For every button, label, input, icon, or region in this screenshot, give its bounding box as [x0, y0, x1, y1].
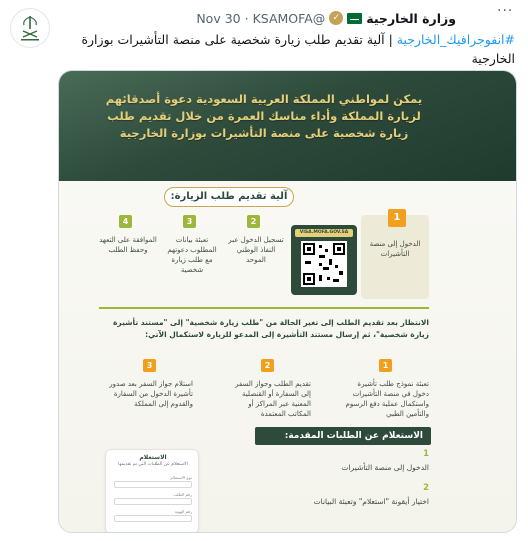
tweet-body-text: | آلية تقديم طلب زيارة شخصية على منصة التأشيرات بوزارة الخارجية [81, 32, 515, 66]
followup-step-2-badge: 2 [261, 359, 274, 372]
followup-steps [99, 357, 429, 427]
more-options-icon[interactable]: ··· [497, 3, 514, 19]
inquiry-step-2-text: اختيار أيقونة "استعلام" وتعبئة البيانات [313, 497, 429, 506]
mechanism-title: آلية تقديم طلب الزيارة: [164, 187, 294, 207]
step-3-text: تعبئة بيانات المطلوب دعوتهم مع طلب زيارة شخصية [167, 236, 217, 274]
author-name[interactable]: وزارة الخارجية [366, 10, 456, 26]
step-4-badge: 4 [119, 215, 132, 228]
qr-code-icon [301, 241, 347, 287]
phone-subtitle: الاستعلام عن الطلبات التي تم تقديمها [118, 462, 188, 467]
qr-panel [291, 225, 357, 295]
steps-panel [99, 213, 429, 307]
infographic-hero [59, 71, 517, 181]
hashtag-link[interactable]: #انفوجرافيك_الخارجية [396, 32, 515, 47]
step-1-badge: 1 [388, 209, 406, 227]
tweet-date[interactable]: 30 Nov [196, 10, 241, 26]
followup-step-2 [225, 359, 311, 429]
mofa-emblem-icon [15, 13, 45, 43]
divider-line [99, 307, 429, 309]
author-handle[interactable]: @KSAMOFA [252, 10, 326, 26]
followup-step-3-text: استلام جواز السفر بعد صدور تأشيرة الدخول من السفارة والقدوم إلى المملكة [109, 380, 193, 408]
step-3 [163, 215, 221, 295]
phone-field-2 [114, 498, 192, 505]
followup-step-3 [107, 359, 193, 429]
followup-step-3-badge: 3 [143, 359, 156, 372]
tweet-header [56, 8, 456, 28]
phone-field-3 [114, 515, 192, 522]
inquiry-step-1 [249, 449, 429, 472]
step-1-text: الدخول إلى منصة التأشيرات [369, 240, 421, 258]
inquiry-step-1-text: الدخول إلى منصة التأشيرات [341, 463, 429, 472]
separator-dot: · [244, 10, 249, 26]
step-3-badge: 3 [183, 215, 196, 228]
inquiry-title: الاستعلام عن الطلبات المقدمة: [255, 427, 431, 445]
step-2 [227, 215, 285, 295]
followup-step-2-text: تقديم الطلب وجواز السفر إلى السفارة أو القنصلية المعنية عبر المراكز أو المكاتب المعتمدة [235, 380, 311, 418]
followup-step-1-badge: 1 [379, 359, 392, 372]
step-2-badge: 2 [247, 215, 260, 228]
inquiry-step-2-num: 2 [423, 483, 429, 493]
step-1-card [361, 212, 429, 299]
qr-url: VISA.MOFA.GOV.SA [295, 229, 353, 237]
phone-field-label-3: رقم الهوية [174, 509, 192, 514]
phone-mockup [105, 449, 199, 533]
inquiry-step-2 [249, 483, 429, 506]
phone-title: الاستعلام [139, 454, 167, 461]
followup-step-1-text: تعبئة نموذج طلب تأشيرة دخول في منصة التأشيرات واستكمال عملية دفع الرسوم والتأمين الطبي [345, 380, 429, 418]
phone-field-1 [114, 481, 192, 488]
inquiry-step-1-num: 1 [423, 449, 429, 459]
avatar[interactable] [10, 8, 50, 48]
tweet-text [60, 30, 515, 68]
tweet-media-image[interactable] [58, 70, 517, 533]
step-2-text: تسجيل الدخول عبر النفاذ الوطني الموحد [228, 236, 284, 264]
saudi-flag-icon [347, 13, 362, 24]
step-4-text: الموافقة على التعهد وحفظ الطلب [99, 236, 157, 254]
infographic-poster [59, 71, 517, 533]
phone-field-label-2: رقم الطلب [173, 492, 192, 497]
verified-badge-icon: ✓ [329, 11, 343, 25]
hero-text: يمكن لمواطني المملكة العربية السعودية دعوة أصدقائهم لزيارة المملكة وأداء مناسك العمرة من خلال تقديم طلب زيارة شخصية على منصة التأشيرات بوزارة الخارجية [105, 92, 423, 140]
notice-text: الانتظار بعد تقديم الطلب إلى تغير الحالة من "طلب زيارة شخصية" إلى "مستند تأشيرة زيارة شخصية"، ثم إرسال مستند التأشيرة إلى المدعو للزيارة لاستكمال الآتي: [113, 318, 429, 339]
phone-field-label-1: نوع الاستعلام [170, 475, 192, 480]
step-4 [99, 215, 157, 295]
followup-step-1 [343, 359, 429, 429]
